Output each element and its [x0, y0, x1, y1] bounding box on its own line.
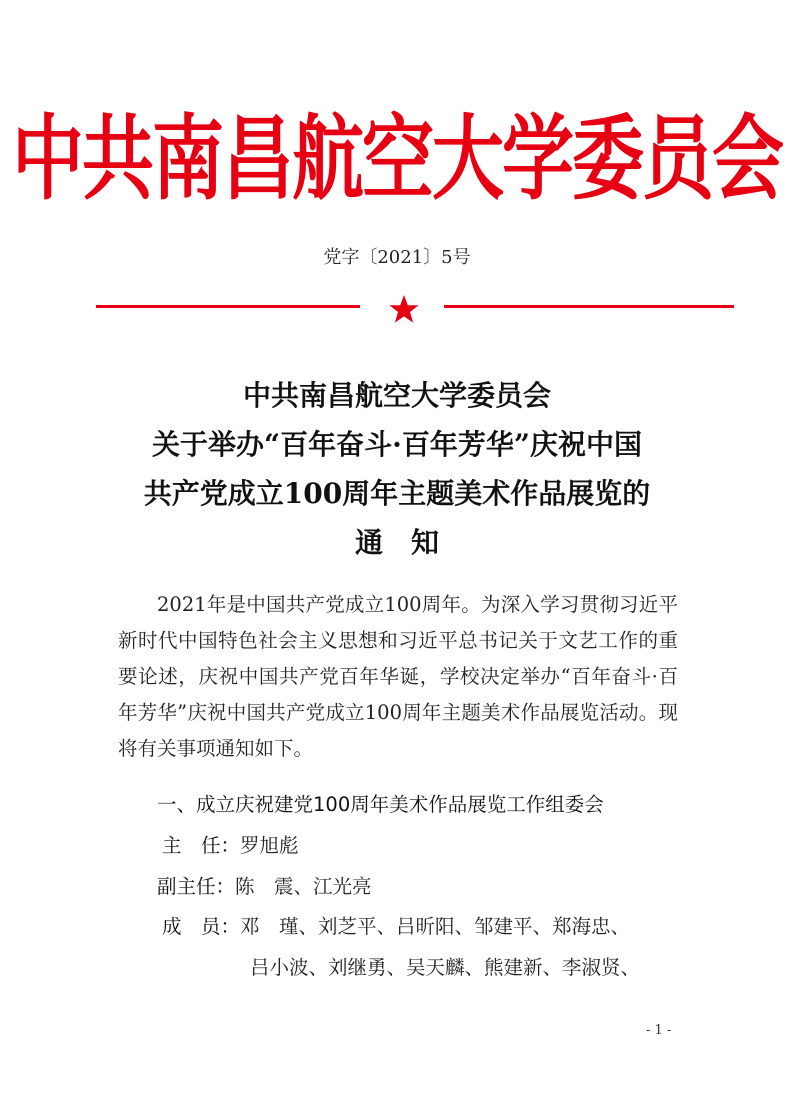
red-star-icon — [388, 294, 420, 324]
committee-members-row-2 — [250, 953, 640, 983]
body-paragraph: 2021年是中国共产党成立100周年。为深入学习贯彻习近平新时代中国特色社会主义思想和习近平总书记关于文艺工作的重要论述，庆祝中国共产党百年华诞，学校决定举办“百年奋斗·百年芳华”庆祝中国共产党成立100周年主题美术作品展览活动。现将有关事项通知如下。 — [118, 593, 678, 760]
title-line-4: 通知 — [354, 526, 467, 559]
deputy-names: 陈 震、江光亮 — [235, 875, 372, 898]
director-label: 主 任： — [162, 834, 241, 857]
section-heading-1: 一、成立庆祝建党100周年美术作品展览工作组委会 — [157, 793, 604, 816]
title-line-1: 中共南昌航空大学委员会 — [242, 379, 551, 412]
committee-members-row — [162, 912, 630, 942]
document-number: 党字〔2021〕5号 — [323, 247, 471, 268]
director-name: 罗旭彪 — [240, 834, 299, 857]
masthead-title: 中共南昌航空大学委员会 — [11, 104, 782, 213]
notice-title — [0, 371, 794, 567]
title-line-2: 关于举办“百年奋斗·百年芳华”庆祝中国 — [152, 428, 642, 461]
committee-director-row — [162, 831, 299, 861]
deputy-label: 副主任： — [157, 875, 236, 898]
members-line-1: 邓 瑾、刘芝平、吕昕阳、邹建平、郑海忠、 — [240, 915, 631, 938]
members-label: 成 员： — [162, 915, 241, 938]
committee-deputy-row — [157, 872, 372, 902]
title-line-3: 共产党成立100周年主题美术作品展览的 — [143, 477, 651, 510]
red-rule-left — [96, 305, 360, 308]
red-rule-right — [444, 305, 734, 308]
page-number: - 1 - — [646, 1023, 672, 1038]
members-line-2: 吕小波、刘继勇、吴天麟、熊建新、李淑贤、 — [250, 956, 641, 979]
